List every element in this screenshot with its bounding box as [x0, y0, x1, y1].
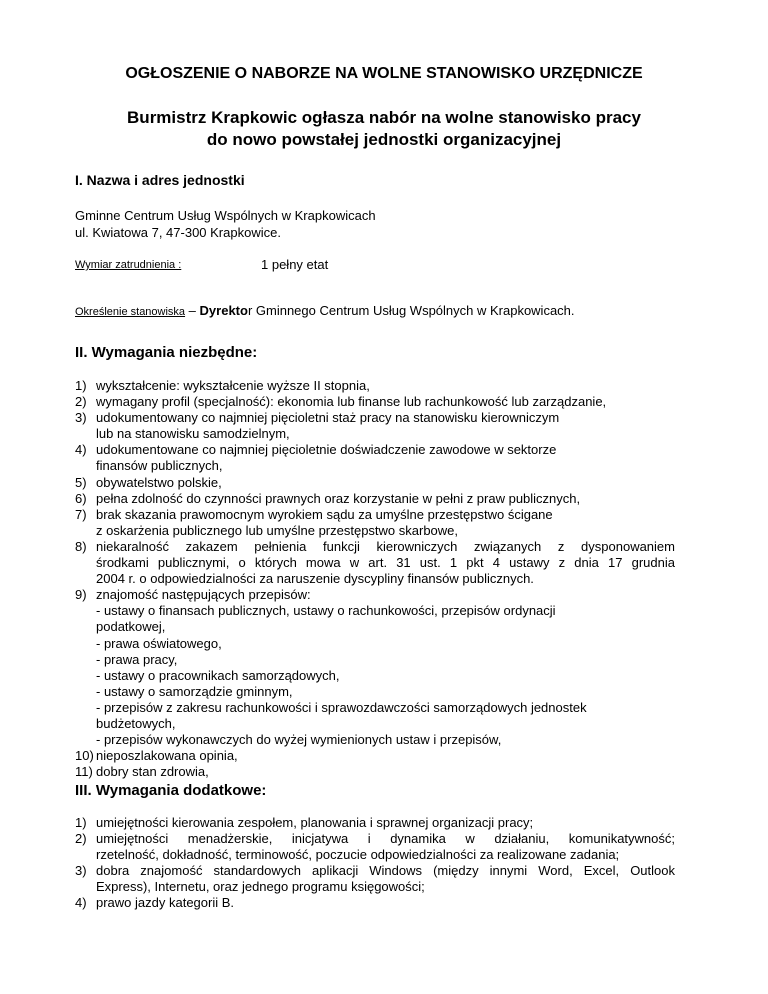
employment-value: 1 pełny etat — [261, 257, 329, 272]
list-item — [75, 863, 675, 895]
list-item-text — [96, 475, 675, 491]
list-item-line: prawo jazdy kategorii B. — [96, 895, 235, 911]
section-2-heading: II. Wymagania niezbędne: — [75, 344, 258, 361]
list-item-line: brak skazania prawomocnym wyrokiem sądu za umyślne przestępstwo ścigane — [96, 506, 553, 522]
list-item-line: - przepisów wykonawczych do wyżej wymienionych ustaw i przepisów, — [96, 732, 502, 748]
list-item-number: 8) — [75, 538, 87, 554]
list-item-number: 5) — [75, 474, 87, 490]
list-item-line: - prawa pracy, — [96, 651, 178, 667]
additional-list — [75, 815, 675, 912]
list-item — [75, 748, 675, 764]
list-item-line: finansów publicznych, — [96, 458, 223, 474]
position-label: Określenie stanowiska — [75, 306, 186, 318]
list-item-text — [96, 748, 675, 764]
list-item-text — [96, 587, 675, 748]
list-item-line: rzetelność, dokładność, terminowość, poczucie odpowiedzialności za realizowane zadania; — [96, 847, 620, 863]
list-item — [75, 539, 675, 587]
list-item-number: 10) — [75, 748, 94, 764]
list-item-number: 1) — [75, 815, 87, 830]
list-item-number: 2) — [75, 394, 87, 410]
list-item-line: - ustawy o samorządzie gminnym, — [96, 683, 293, 699]
list-item-line: środkami publicznymi, o których mowa w art. 31 ust. 1 pkt 4 ustawy z dnia 17 grudnia — [96, 555, 675, 571]
list-item-number: 3) — [75, 410, 87, 426]
list-item-line: umiejętności kierowania zespołem, planowania i sprawnej organizacji pracy; — [96, 815, 534, 830]
unit-name: Gminne Centrum Usług Wspólnych w Krapkowicach — [75, 208, 376, 223]
required-list — [75, 378, 675, 780]
list-item-line: z oskarżenia publicznego lub umyślne przestępstwo skarbowe, — [96, 522, 459, 538]
list-item-line: znajomość następujących przepisów: — [96, 587, 311, 603]
list-item-text — [96, 394, 675, 410]
position-title-bold: Dyrekto — [199, 303, 248, 318]
list-item-number: 4) — [75, 442, 87, 458]
list-item — [75, 378, 675, 394]
list-item-line: dobra znajomość standardowych aplikacji Windows (między innymi Word, Excel, Outlook — [96, 863, 675, 879]
list-item — [75, 895, 675, 911]
list-item-number: 7) — [75, 506, 87, 522]
employment-label: Wymiar zatrudnienia : — [75, 259, 182, 271]
list-item-line: lub na stanowisku samodzielnym, — [96, 426, 290, 442]
list-item-line: wymagany profil (specjalność): ekonomia lub finanse lub rachunkowość lub zarządzanie, — [96, 394, 607, 410]
list-item-text — [96, 507, 675, 539]
list-item — [75, 410, 675, 442]
list-item-line: obywatelstwo polskie, — [96, 474, 222, 490]
list-item-text — [96, 539, 675, 587]
list-item-line: - ustawy o finansach publicznych, ustawy o rachunkowości, przepisów ordynacji — [96, 603, 556, 619]
list-item-line: - prawa oświatowego, — [96, 635, 222, 651]
list-item-line: dobry stan zdrowia, — [96, 764, 209, 780]
list-item-number: 6) — [75, 490, 87, 506]
list-item — [75, 815, 675, 831]
list-item-text — [96, 378, 675, 394]
list-item-line: podatkowej, — [96, 619, 166, 635]
position-dash: – — [185, 303, 200, 318]
list-item-number: 4) — [75, 895, 87, 911]
list-item — [75, 491, 675, 507]
list-item-text — [96, 895, 675, 911]
list-item-line: udokumentowane co najmniej pięcioletnie doświadczenie zawodowe w sektorze — [96, 442, 557, 458]
document-title: OGŁOSZENIE O NABORZE NA WOLNE STANOWISKO URZĘDNICZE — [125, 65, 643, 82]
list-item-line: nieposzlakowana opinia, — [96, 748, 238, 764]
list-item-number: 11) — [75, 764, 93, 780]
list-item-number: 3) — [75, 863, 87, 879]
list-item-text — [96, 815, 675, 831]
list-item-line: budżetowych, — [96, 715, 176, 731]
list-item-line: Express), Internetu, oraz jednego programu księgowości; — [96, 879, 425, 895]
list-item-line: - przepisów z zakresu rachunkowości i sprawozdawczości samorządowych jednostek — [96, 699, 587, 715]
list-item-number: 9) — [75, 587, 87, 603]
list-item-line: udokumentowany co najmniej pięcioletni staż pracy na stanowisku kierowniczym — [96, 410, 560, 426]
list-item-number: 2) — [75, 831, 87, 847]
list-item-text — [96, 863, 675, 895]
subtitle-line-2: do nowo powstałej jednostki organizacyjnej — [206, 130, 562, 149]
list-item-line: wykształcenie: wykształcenie wyższe II stopnia, — [96, 378, 370, 393]
list-item — [75, 764, 675, 780]
list-item — [75, 394, 675, 410]
list-item — [75, 587, 675, 748]
list-item-text — [96, 410, 675, 442]
list-item-text — [96, 442, 675, 474]
position-title-rest: r Gminnego Centrum Usług Wspólnych w Krapkowicach. — [247, 303, 575, 318]
list-item-line: 2004 r. o odpowiedzialności za naruszenie dyscypliny finansów publicznych. — [96, 571, 534, 587]
list-item-text — [96, 491, 675, 507]
list-item-line: niekaralność zakazem pełnienia funkcji kierowniczych związanych z dysponowaniem — [96, 538, 675, 554]
position-line — [75, 302, 575, 321]
list-item-line: pełna zdolność do czynności prawnych oraz korzystanie w pełni z praw publicznych, — [96, 490, 581, 506]
list-item — [75, 831, 675, 863]
list-item — [75, 507, 675, 539]
subtitle-line-1: Burmistrz Krapkowic ogłasza nabór na wolne stanowisko pracy — [127, 108, 641, 127]
list-item — [75, 475, 675, 491]
list-item-line: umiejętności menadżerskie, inicjatywa i dynamika w działaniu, komunikatywność; — [96, 831, 675, 847]
list-item-number: 1) — [75, 378, 87, 393]
section-3-heading: III. Wymagania dodatkowe: — [75, 782, 267, 799]
list-item-line: - ustawy o pracownikach samorządowych, — [96, 667, 340, 683]
list-item — [75, 442, 675, 474]
section-1-heading: I. Nazwa i adres jednostki — [75, 172, 245, 188]
document-subtitle — [0, 107, 768, 151]
list-item-text — [96, 831, 675, 863]
unit-address: ul. Kwiatowa 7, 47-300 Krapkowice. — [75, 225, 281, 240]
list-item-text — [96, 764, 675, 780]
